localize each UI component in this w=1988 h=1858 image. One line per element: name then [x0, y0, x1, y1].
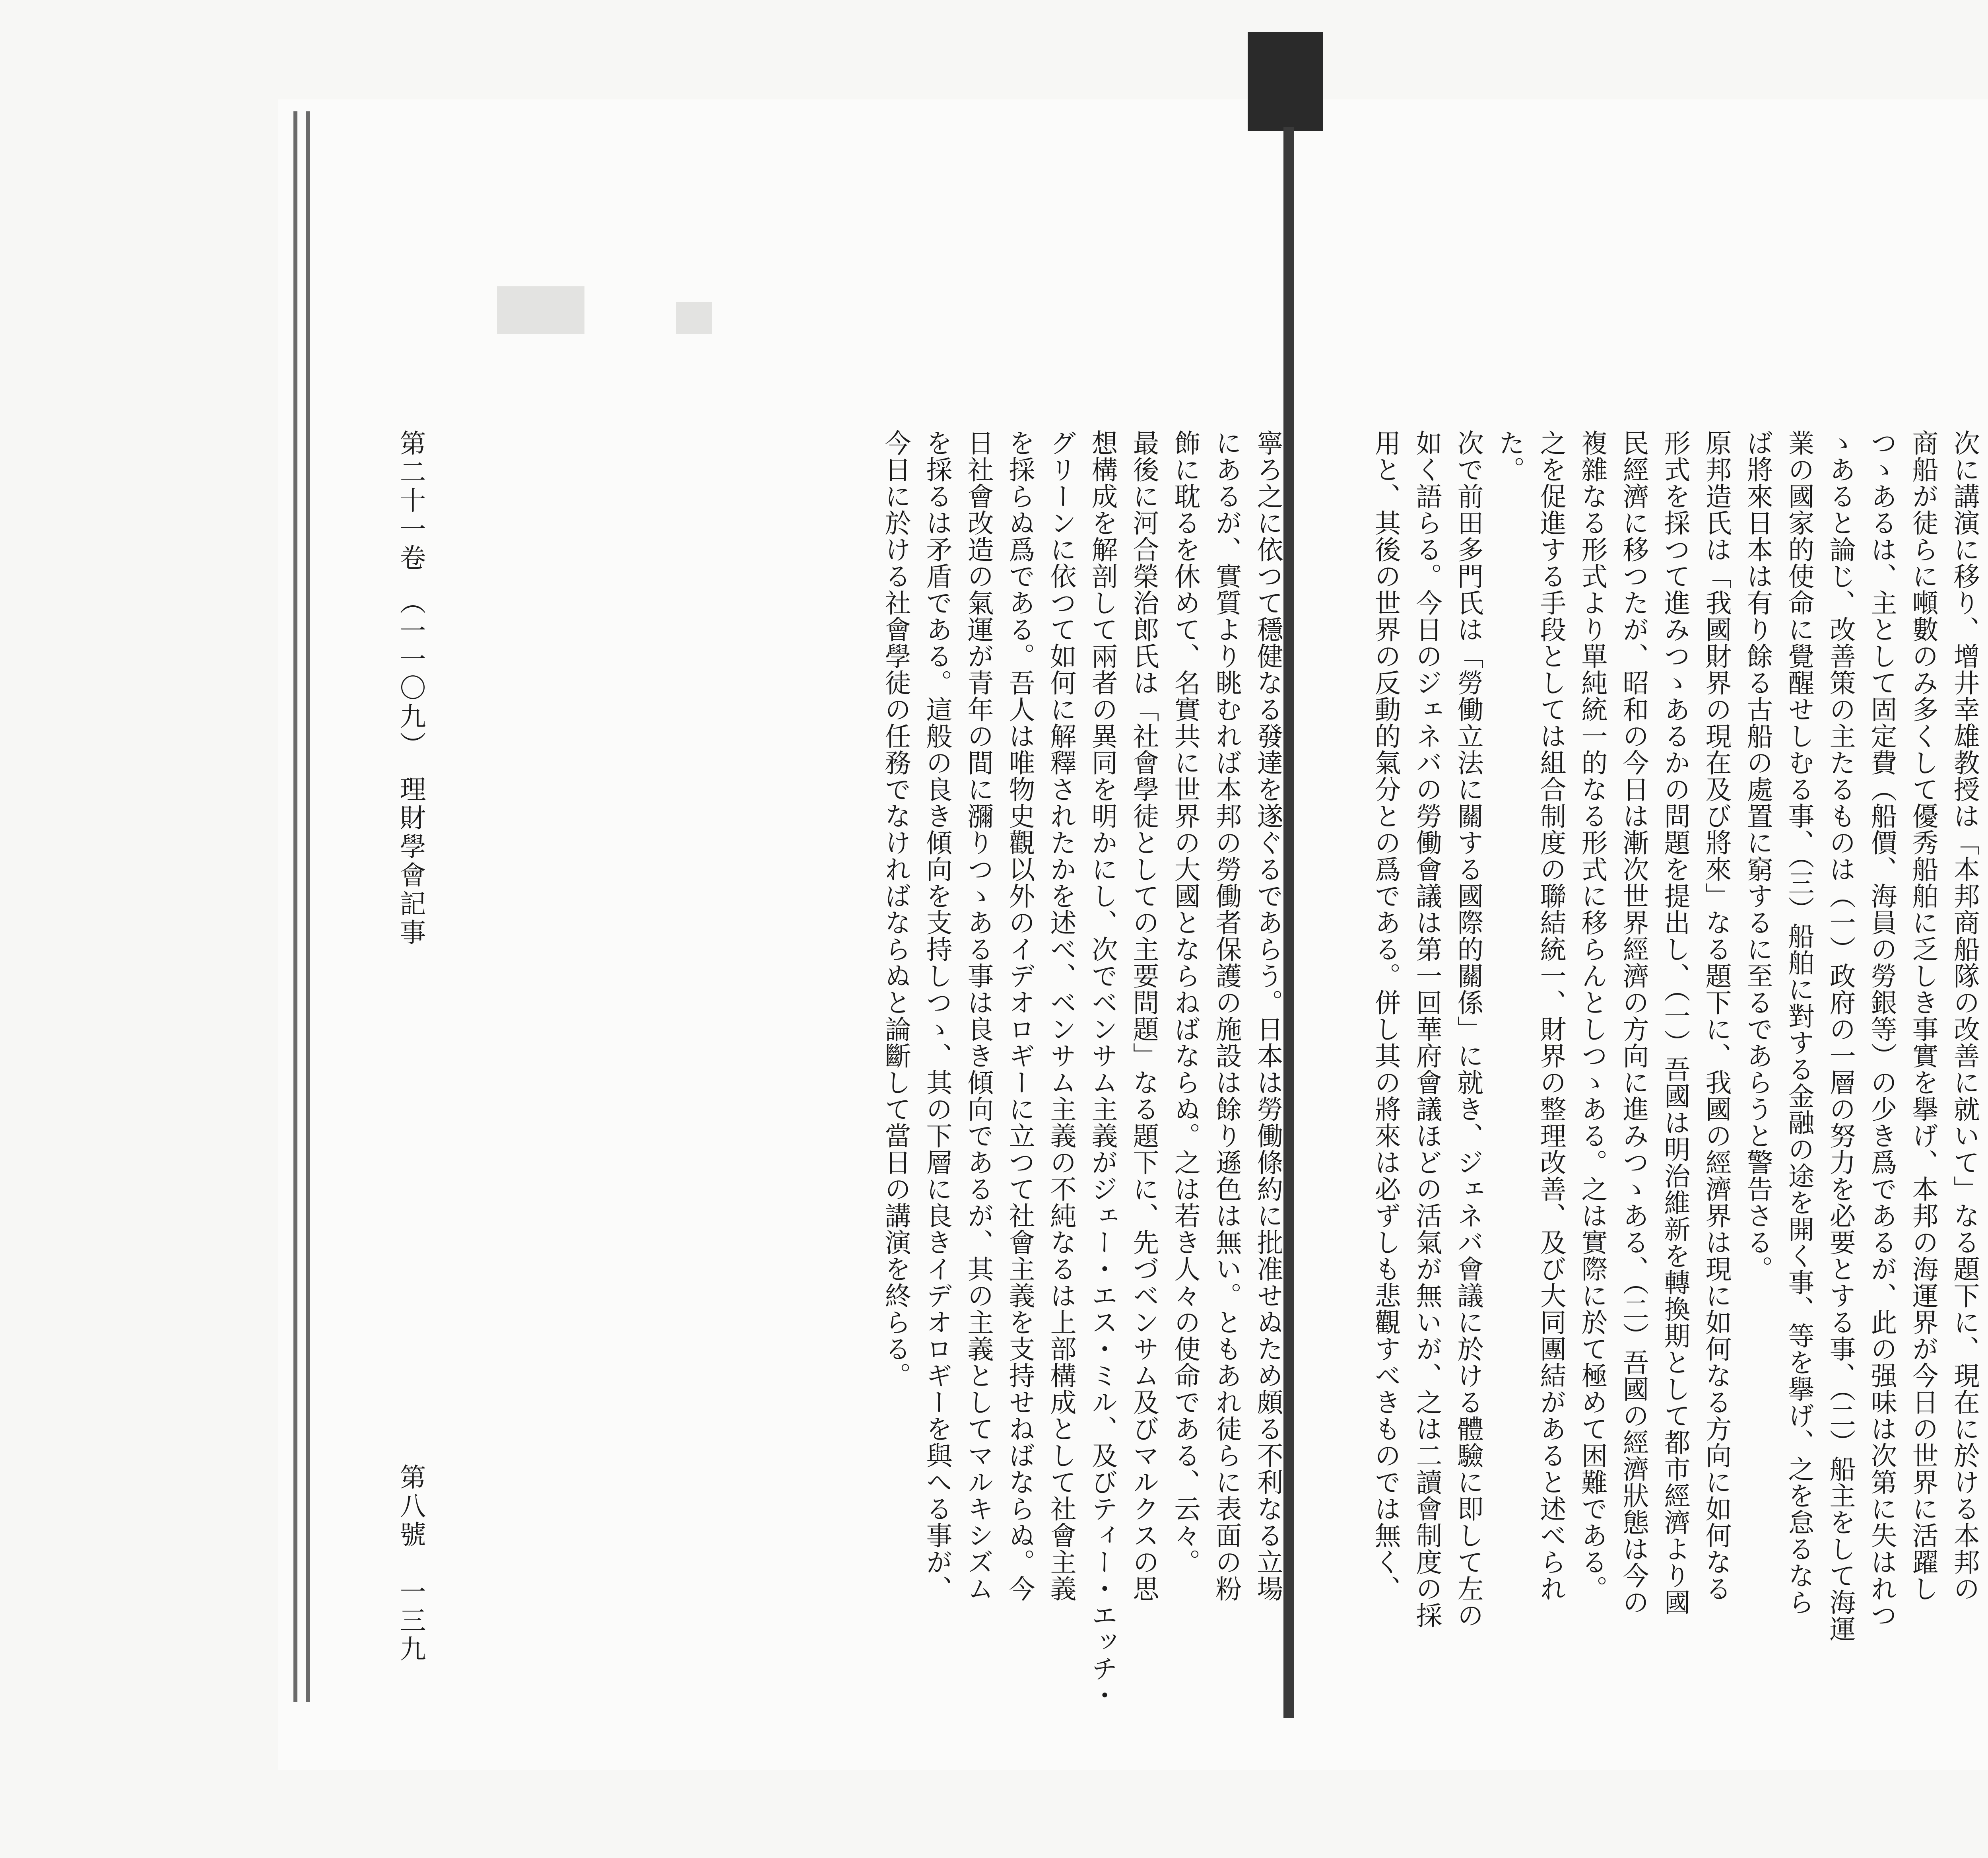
text-line: 複雜なる形式より單純統一的なる形式に移らんとしつゝある。之は實際に於て極めて困難である。 [1577, 430, 1607, 1602]
text-line: ゝあると論じ、改善策の主たるものは（一）政府の一層の努力を必要とする事、（二）船主をして海運 [1825, 430, 1856, 1642]
text-line: グリーンに依つて如何に解釋されたかを述べ、ベンサム主義の不純なるは上部構成として社會主義 [1046, 430, 1076, 1602]
left-page-body [859, 430, 1288, 1708]
text-line: 原邦造氏は「我國財界の現在及び將來」なる題下に、我國の經濟界は現に如何なる方向に如何なる [1701, 430, 1732, 1602]
text-line: 日社會改造の氣運が青年の間に瀰りつゝある事は良き傾向であるが、其の主義としてマルキシズム [963, 430, 994, 1602]
text-line: を採らぬ爲である。吾人は唯物史觀以外のイデオロギーに立つて社會主義を支持せねばならぬ。今 [1004, 430, 1035, 1602]
text-line: た。 [1494, 430, 1525, 483]
text-line: 形式を採つて進みつゝあるかの問題を提出し、（一）吾國は明治維新を轉換期として都市經濟より國 [1660, 430, 1690, 1615]
text-line: 寧ろ之に依つて穩健なる發達を遂ぐるであらう。日本は勞働條約に批准せぬため頗る不利なる立場 [1252, 430, 1283, 1602]
text-line: 最後に河合榮治郎氏は「社會學徒としての主要問題」なる題下に、先づベンサム及びマルクスの思 [1128, 430, 1159, 1602]
text-line: 用と、其後の世界の反動的氣分との爲である。併し其の將來は必ずしも悲觀すべきものでは無く、 [1370, 430, 1401, 1602]
text-line: 之を促進する手段としては組合制度の聯結統一、財界の整理改善、及び大同團結があると述べられ [1536, 430, 1566, 1602]
running-head-issue: 第八號 一三九 [395, 1463, 426, 1664]
scan-smudge [676, 302, 712, 334]
text-line: を採るは矛盾である。這般の良き傾向を支持しつゝ、其の下層に良きイデオロギーを與へる事が、 [922, 430, 952, 1602]
text-line: つゝあるは、主として固定費（船價、海員の勞銀等）の少き爲であるが、此の强味は次第に失はれつ [1866, 430, 1897, 1629]
text-line [1985, 430, 1988, 1682]
text-line: 次で前田多門氏は「勞働立法に關する國際的關係」に就き、ジェネバ會議に於ける體驗に即して左の [1453, 430, 1483, 1629]
binding-gutter-mark [1248, 32, 1323, 131]
left-page-edge-line [293, 111, 297, 1702]
text-line: 飾に耽るを休めて、名實共に世界の大國とならねばならぬ。之は若き人々の使命である、云々。 [1170, 430, 1200, 1575]
running-head-volume: 第二十一卷 （一一〇九） 理財學會記事 [395, 430, 426, 947]
left-page-edge-line [306, 111, 310, 1702]
text-line: 商船が徒らに噸數のみ多くして優秀船舶に乏しき事實を擧げ、本邦の海運界が今日の世界に活躍し [1908, 430, 1938, 1602]
text-line: 民經濟に移つたが、昭和の今日は漸次世界經濟の方向に進みつゝある、（二）吾國の經濟狀態は今の [1618, 430, 1649, 1615]
text-line: 想構成を解剖して兩者の異同を明かにし、次でベンサム主義がジェー・エス・ミル、及びティー・エッチ・ [1087, 430, 1118, 1708]
text-line: ば將來日本は有り餘る古船の處置に窮するに至るであらうと警告さる。 [1742, 430, 1773, 1282]
scan-smudge [497, 286, 584, 334]
text-line: 如く語らる。今日のジェネバの勞働會議は第一回華府會議ほどの活氣が無いが、之は二讀會制度の採 [1411, 430, 1442, 1629]
text-line: 次に講演に移り、增井幸雄教授は「本邦商船隊の改善に就いて」なる題下に、現在に於ける本邦の [1949, 430, 1980, 1602]
text-line: にあるが、實質より眺むれば本邦の勞働者保護の施設は餘り遜色は無い。ともあれ徒らに表面の粉 [1211, 430, 1242, 1602]
right-page-body [1370, 430, 1988, 1682]
text-line: 今日に於ける社會學徒の任務でなければならぬと論斷して當日の講演を終らる。 [880, 430, 911, 1389]
text-line: 業の國家的使命に覺醒せしむる事、（三）船舶に對する金融の途を開く事、等を擧げ、之を怠るなら [1784, 430, 1814, 1615]
